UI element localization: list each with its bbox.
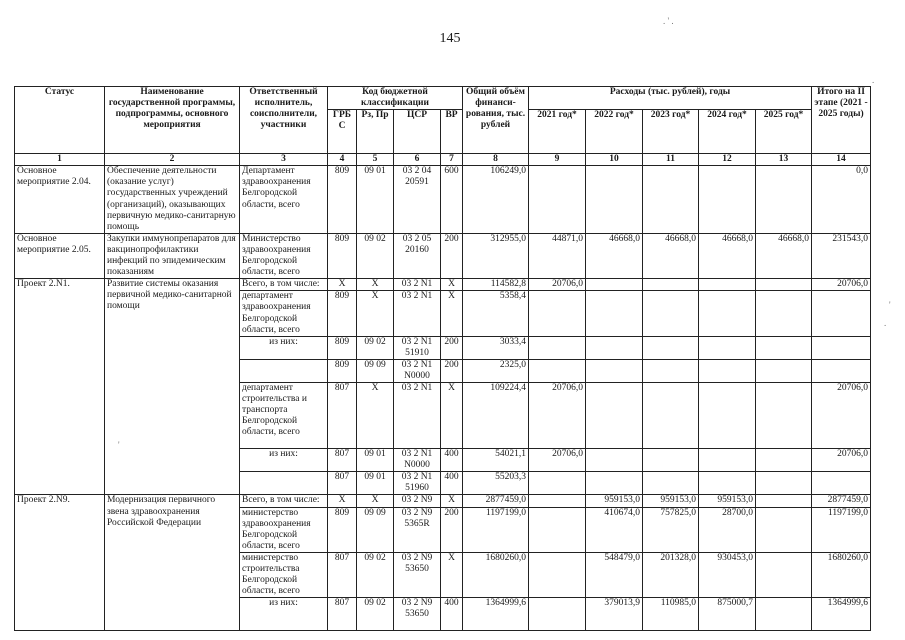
cell-year-2021 — [529, 472, 586, 495]
cell-year-2025 — [756, 552, 812, 597]
table-row — [15, 495, 871, 507]
cell-vr: X — [441, 383, 463, 449]
cell-year-2024 — [699, 359, 756, 382]
cell-grbs: X — [328, 279, 357, 291]
cell-year-2022 — [586, 291, 643, 336]
cell-total-funding: 1680260,0 — [463, 552, 529, 597]
column-number: 12 — [699, 154, 756, 166]
cell-executor: министерство строительства Белгородской области, всего — [240, 552, 328, 597]
cell-rzpr: 09 02 — [357, 233, 394, 278]
cell-vr: X — [441, 279, 463, 291]
header-grbs: ГРБС — [328, 110, 357, 154]
cell-stage-total: 20706,0 — [812, 279, 871, 291]
cell-year-2023 — [643, 279, 699, 291]
cell-rzpr: 09 09 — [357, 359, 394, 382]
cell-stage-total: 231543,0 — [812, 233, 871, 278]
header-year-2025: 2025 год* — [756, 110, 812, 154]
cell-total-funding: 55203,3 — [463, 472, 529, 495]
cell-stage-total: 1197199,0 — [812, 507, 871, 552]
cell-csr: 03 2 N1 51960 — [394, 472, 441, 495]
cell-year-2024: 46668,0 — [699, 233, 756, 278]
cell-vr: 200 — [441, 507, 463, 552]
header-csr: ЦСР — [394, 110, 441, 154]
cell-grbs: 807 — [328, 552, 357, 597]
cell-csr: 03 2 04 20591 — [394, 166, 441, 234]
cell-year-2022: 46668,0 — [586, 233, 643, 278]
cell-grbs: 809 — [328, 336, 357, 359]
cell-rzpr: 09 01 — [357, 166, 394, 234]
cell-rzpr: 09 02 — [357, 336, 394, 359]
cell-year-2023 — [643, 449, 699, 472]
cell-year-2021 — [529, 359, 586, 382]
cell-year-2021 — [529, 598, 586, 631]
column-number: 10 — [586, 154, 643, 166]
column-number: 14 — [812, 154, 871, 166]
cell-vr: 600 — [441, 166, 463, 234]
cell-year-2021 — [529, 166, 586, 234]
cell-year-2025 — [756, 336, 812, 359]
cell-year-2024 — [699, 383, 756, 449]
cell-grbs: 807 — [328, 383, 357, 449]
cell-grbs: 807 — [328, 472, 357, 495]
cell-year-2023 — [643, 383, 699, 449]
cell-csr: 03 2 N9 — [394, 495, 441, 507]
cell-rzpr: 09 02 — [357, 598, 394, 631]
cell-vr: X — [441, 291, 463, 336]
cell-stage-total — [812, 359, 871, 382]
header-name: Наименование государственной программы, подпрограммы, основного мероприятия — [105, 87, 240, 154]
cell-executor: Министерство здравоохранения Белгородской области, всего — [240, 233, 328, 278]
cell-stage-total: 1680260,0 — [812, 552, 871, 597]
table-row — [15, 166, 871, 234]
cell-year-2023: 110985,0 — [643, 598, 699, 631]
cell-status: Проект 2.N1. — [15, 279, 105, 495]
cell-year-2024 — [699, 166, 756, 234]
cell-total-funding: 1364999,6 — [463, 598, 529, 631]
cell-csr: 03 2 05 20160 — [394, 233, 441, 278]
header-year-2024: 2024 год* — [699, 110, 756, 154]
scan-speck: . — [884, 318, 887, 328]
cell-executor — [240, 472, 328, 495]
header-expenses: Расходы (тыс. рублей), годы — [529, 87, 812, 110]
cell-vr: 400 — [441, 472, 463, 495]
cell-total-funding: 2325,0 — [463, 359, 529, 382]
cell-year-2021 — [529, 552, 586, 597]
column-number: 5 — [357, 154, 394, 166]
cell-total-funding: 114582,8 — [463, 279, 529, 291]
cell-year-2025 — [756, 166, 812, 234]
cell-csr: 03 2 N9 5365R — [394, 507, 441, 552]
cell-executor: Всего, в том числе: — [240, 279, 328, 291]
header-vr: ВР — [441, 110, 463, 154]
cell-year-2021 — [529, 507, 586, 552]
cell-year-2023 — [643, 336, 699, 359]
header-executor: Ответственный исполнитель, соисполнители, участники — [240, 87, 328, 154]
column-number: 2 — [105, 154, 240, 166]
cell-vr: 200 — [441, 359, 463, 382]
header-total-funding: Общий объём финанси-рования, тыс. рублей — [463, 87, 529, 154]
cell-year-2025 — [756, 383, 812, 449]
cell-grbs: 809 — [328, 507, 357, 552]
cell-vr: 400 — [441, 449, 463, 472]
cell-year-2024 — [699, 336, 756, 359]
cell-total-funding: 312955,0 — [463, 233, 529, 278]
cell-csr: 03 2 N9 53650 — [394, 552, 441, 597]
cell-csr: 03 2 N1 — [394, 279, 441, 291]
cell-rzpr: X — [357, 279, 394, 291]
cell-year-2024 — [699, 449, 756, 472]
cell-grbs: 807 — [328, 449, 357, 472]
column-number: 6 — [394, 154, 441, 166]
cell-total-funding: 106249,0 — [463, 166, 529, 234]
cell-year-2022: 548479,0 — [586, 552, 643, 597]
cell-stage-total: 2877459,0 — [812, 495, 871, 507]
cell-year-2022: 410674,0 — [586, 507, 643, 552]
cell-year-2023: 757825,0 — [643, 507, 699, 552]
cell-year-2025 — [756, 495, 812, 507]
cell-stage-total: 20706,0 — [812, 383, 871, 449]
cell-name: Модернизация первичного звена здравоохранения Российской Федерации — [105, 495, 240, 631]
cell-year-2025 — [756, 359, 812, 382]
column-number: 3 — [240, 154, 328, 166]
cell-total-funding: 5358,4 — [463, 291, 529, 336]
cell-year-2023: 46668,0 — [643, 233, 699, 278]
cell-csr: 03 2 N1 N0000 — [394, 359, 441, 382]
cell-year-2023: 959153,0 — [643, 495, 699, 507]
column-number: 9 — [529, 154, 586, 166]
cell-year-2022 — [586, 383, 643, 449]
cell-executor: из них: — [240, 449, 328, 472]
cell-year-2025 — [756, 472, 812, 495]
cell-vr: 200 — [441, 336, 463, 359]
cell-rzpr: 09 02 — [357, 552, 394, 597]
cell-year-2024 — [699, 472, 756, 495]
cell-year-2021: 20706,0 — [529, 279, 586, 291]
header-stage-total: Итого на II этапе (2021 - 2025 годы) — [812, 87, 871, 154]
cell-csr: 03 2 N9 53650 — [394, 598, 441, 631]
cell-status: Основное мероприятие 2.05. — [15, 233, 105, 278]
cell-stage-total — [812, 291, 871, 336]
cell-stage-total — [812, 336, 871, 359]
cell-stage-total: 20706,0 — [812, 449, 871, 472]
cell-grbs: 809 — [328, 359, 357, 382]
cell-grbs: 807 — [328, 598, 357, 631]
budget-table — [14, 86, 871, 631]
cell-name: Закупки иммунопрепаратов для вакцинопрофилактики инфекций по эпидемическим показаниям — [105, 233, 240, 278]
column-number: 1 — [15, 154, 105, 166]
table-row — [15, 279, 871, 291]
cell-stage-total — [812, 472, 871, 495]
column-number: 7 — [441, 154, 463, 166]
cell-executor: министерство здравоохранения Белгородской области, всего — [240, 507, 328, 552]
cell-executor: Всего, в том числе: — [240, 495, 328, 507]
cell-total-funding: 2877459,0 — [463, 495, 529, 507]
cell-year-2023 — [643, 166, 699, 234]
cell-grbs: 809 — [328, 291, 357, 336]
cell-year-2025 — [756, 279, 812, 291]
cell-executor: департамент здравоохранения Белгородской области, всего — [240, 291, 328, 336]
cell-stage-total: 0,0 — [812, 166, 871, 234]
cell-grbs: X — [328, 495, 357, 507]
cell-year-2024 — [699, 279, 756, 291]
cell-year-2025 — [756, 598, 812, 631]
cell-rzpr: 09 01 — [357, 472, 394, 495]
header-year-2022: 2022 год* — [586, 110, 643, 154]
cell-year-2022: 379013,9 — [586, 598, 643, 631]
column-number: 4 — [328, 154, 357, 166]
cell-year-2024: 875000,7 — [699, 598, 756, 631]
cell-grbs: 809 — [328, 166, 357, 234]
cell-executor: из них: — [240, 598, 328, 631]
cell-year-2024 — [699, 291, 756, 336]
cell-total-funding: 109224,4 — [463, 383, 529, 449]
cell-year-2025 — [756, 507, 812, 552]
column-number: 13 — [756, 154, 812, 166]
cell-year-2023 — [643, 472, 699, 495]
page-number: 145 — [439, 31, 461, 46]
cell-name: Развитие системы оказания первичной медико-санитарной помощи — [105, 279, 240, 495]
cell-rzpr: 09 01 — [357, 449, 394, 472]
cell-year-2023 — [643, 359, 699, 382]
cell-year-2022 — [586, 472, 643, 495]
cell-vr: 400 — [441, 598, 463, 631]
table-body — [15, 166, 871, 631]
cell-vr: X — [441, 552, 463, 597]
cell-vr: X — [441, 495, 463, 507]
scan-speck: . — [872, 75, 875, 85]
cell-year-2021: 20706,0 — [529, 383, 586, 449]
cell-csr: 03 2 N1 N0000 — [394, 449, 441, 472]
cell-total-funding: 1197199,0 — [463, 507, 529, 552]
cell-status: Основное мероприятие 2.04. — [15, 166, 105, 234]
cell-year-2021: 20706,0 — [529, 449, 586, 472]
cell-executor: Департамент здравоохранения Белгородской области, всего — [240, 166, 328, 234]
cell-executor: из них: — [240, 336, 328, 359]
header-year-2021: 2021 год* — [529, 110, 586, 154]
cell-name: Обеспечение деятельности (оказание услуг) государственных учреждений (организаций), оказывающих первичную медико-санитарную помощь — [105, 166, 240, 234]
cell-year-2022: 959153,0 — [586, 495, 643, 507]
cell-year-2022 — [586, 359, 643, 382]
scan-speck: ' — [118, 440, 120, 450]
cell-grbs: 809 — [328, 233, 357, 278]
cell-total-funding: 3033,4 — [463, 336, 529, 359]
cell-year-2023 — [643, 291, 699, 336]
cell-vr: 200 — [441, 233, 463, 278]
cell-stage-total: 1364999,6 — [812, 598, 871, 631]
cell-rzpr: X — [357, 383, 394, 449]
column-number: 11 — [643, 154, 699, 166]
cell-csr: 03 2 N1 — [394, 383, 441, 449]
cell-year-2021: 44871,0 — [529, 233, 586, 278]
cell-rzpr: 09 09 — [357, 507, 394, 552]
scan-speck: ' — [889, 300, 891, 310]
cell-total-funding: 54021,1 — [463, 449, 529, 472]
cell-year-2024: 959153,0 — [699, 495, 756, 507]
cell-year-2022 — [586, 166, 643, 234]
column-number: 8 — [463, 154, 529, 166]
cell-year-2025 — [756, 449, 812, 472]
cell-year-2021 — [529, 336, 586, 359]
cell-csr: 03 2 N1 51910 — [394, 336, 441, 359]
header-year-2023: 2023 год* — [643, 110, 699, 154]
cell-rzpr: X — [357, 291, 394, 336]
cell-csr: 03 2 N1 — [394, 291, 441, 336]
cell-year-2025: 46668,0 — [756, 233, 812, 278]
cell-year-2022 — [586, 336, 643, 359]
table-row — [15, 233, 871, 278]
cell-year-2021 — [529, 495, 586, 507]
cell-year-2022 — [586, 279, 643, 291]
header-status: Статус — [15, 87, 105, 154]
cell-year-2023: 201328,0 — [643, 552, 699, 597]
cell-year-2024: 930453,0 — [699, 552, 756, 597]
scan-speck: . ' . — [663, 16, 674, 26]
cell-year-2025 — [756, 291, 812, 336]
header-rzpr: Рз, Пр — [357, 110, 394, 154]
header-budget-code: Код бюджетной классификации — [328, 87, 463, 110]
cell-year-2024: 28700,0 — [699, 507, 756, 552]
cell-year-2021 — [529, 291, 586, 336]
cell-year-2022 — [586, 449, 643, 472]
column-number-row — [15, 154, 871, 166]
cell-rzpr: X — [357, 495, 394, 507]
cell-executor: департамент строительства и транспорта Белгородской области, всего — [240, 383, 328, 449]
cell-executor — [240, 359, 328, 382]
cell-status: Проект 2.N9. — [15, 495, 105, 631]
